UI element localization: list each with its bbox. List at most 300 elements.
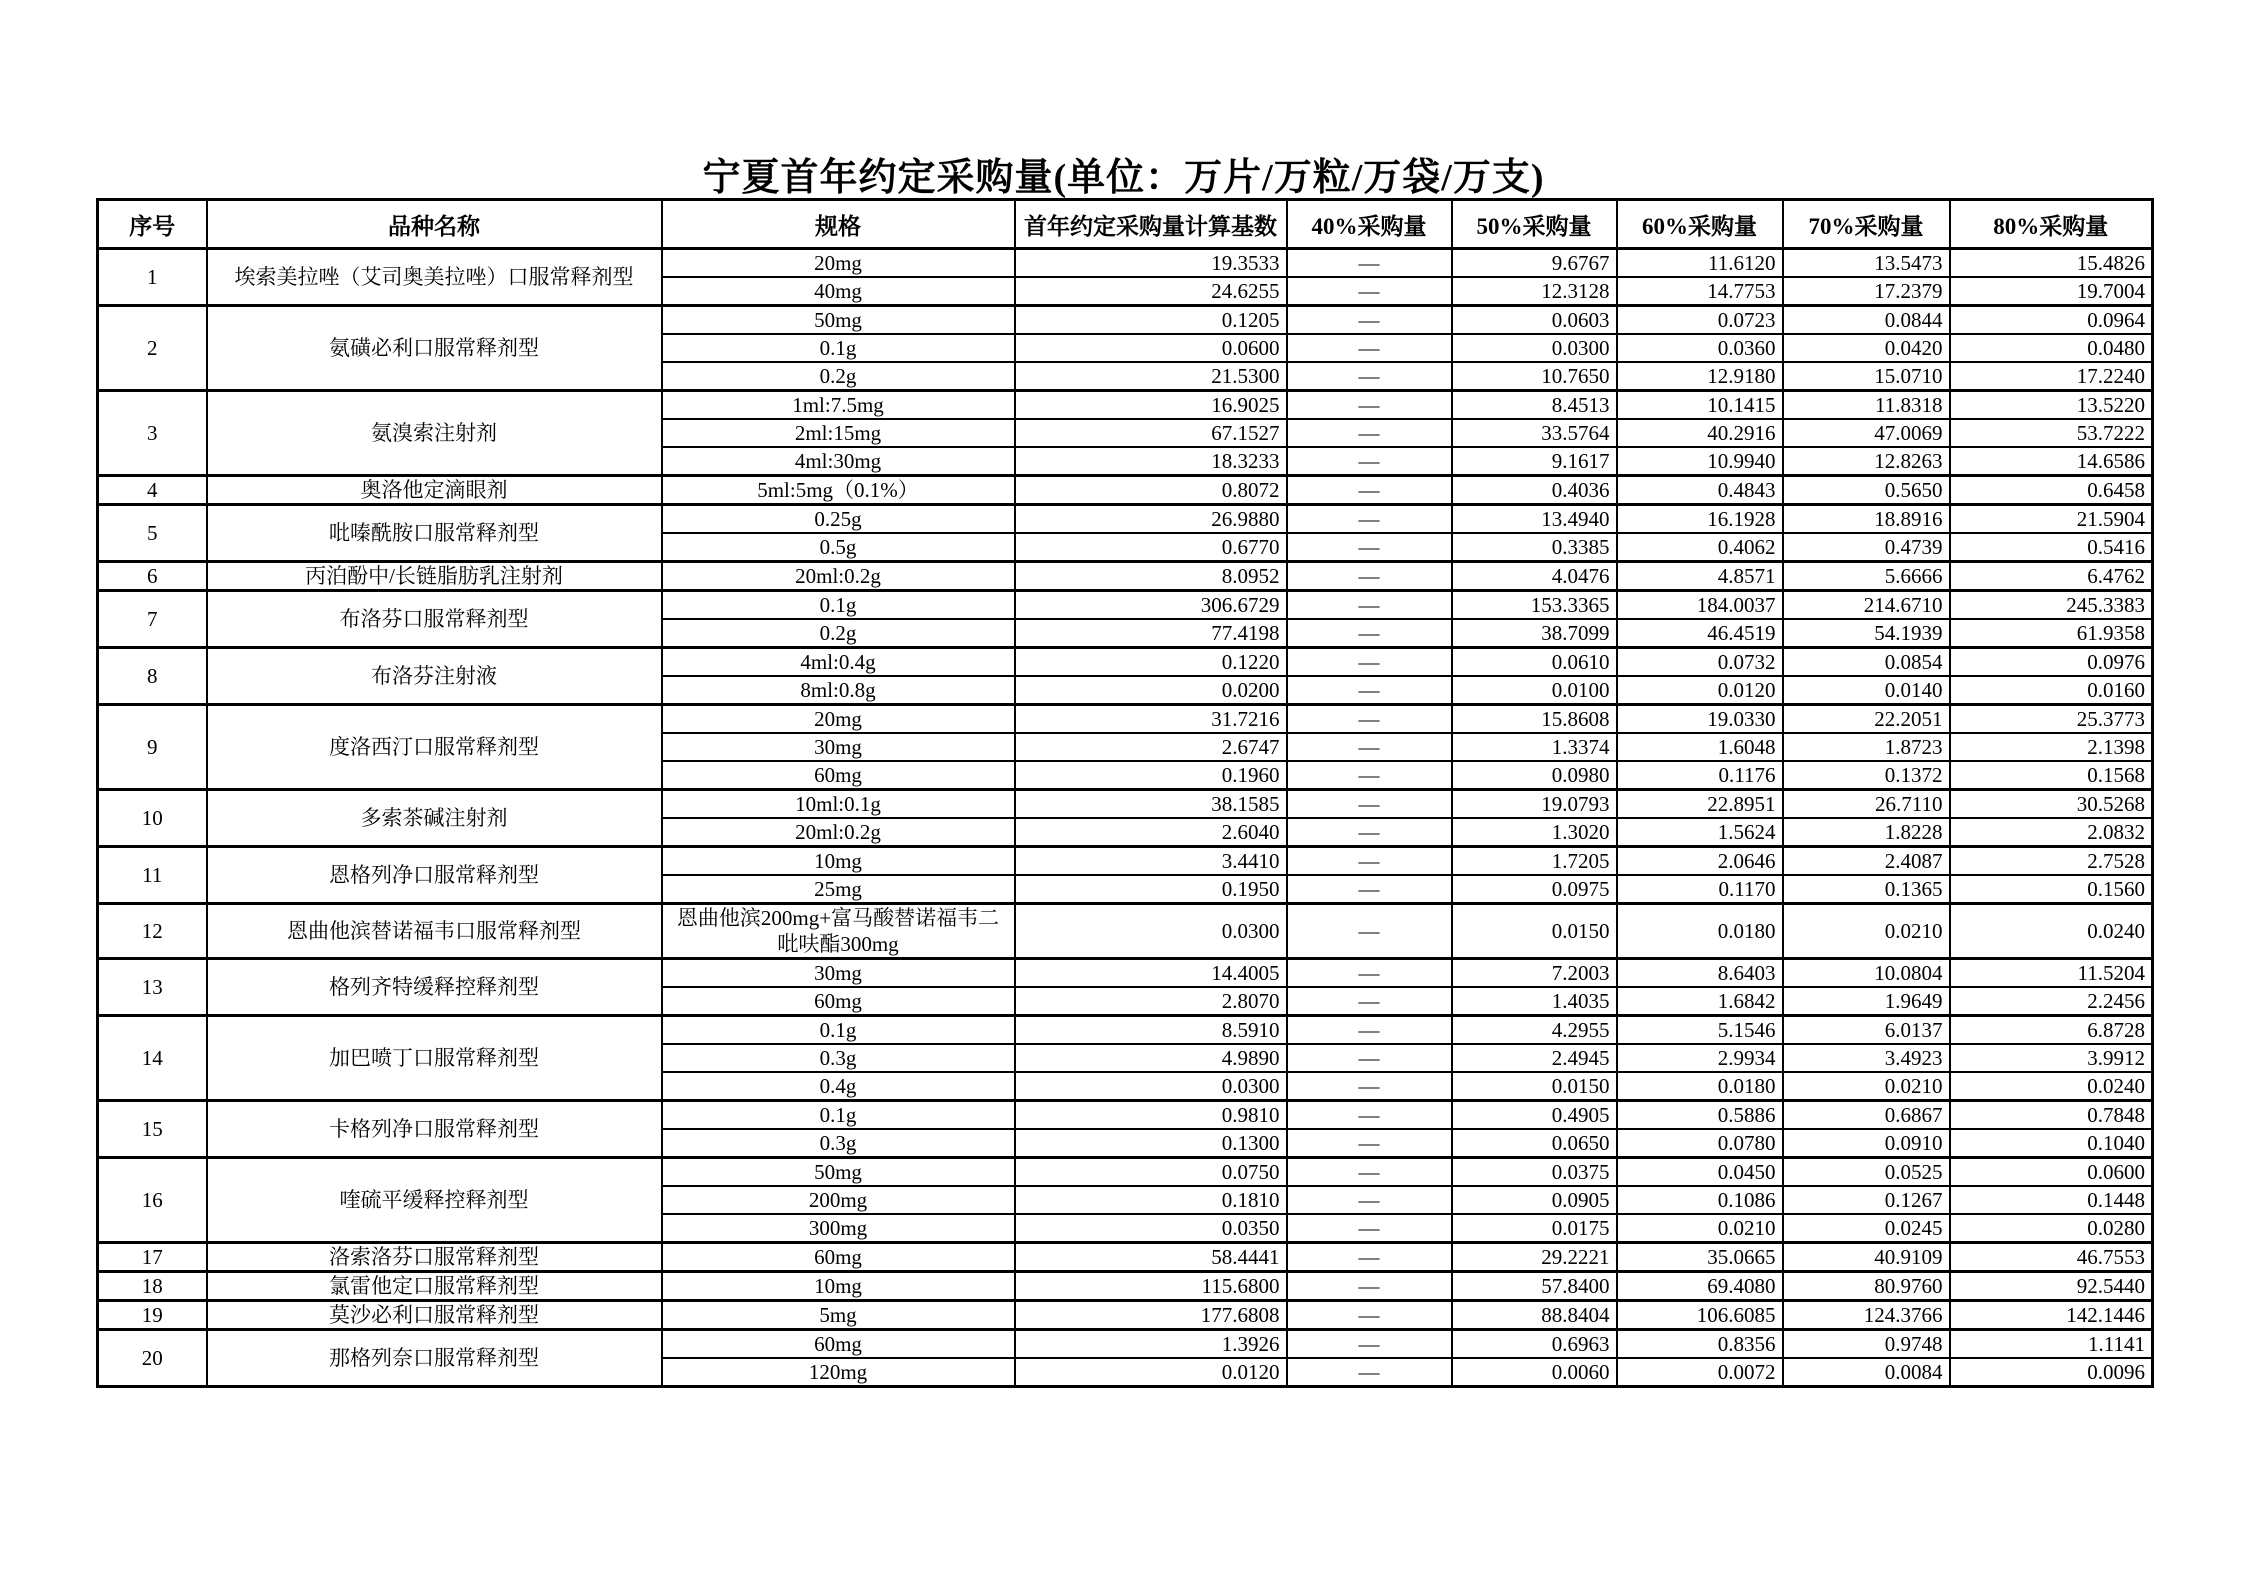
- cell-quantity-70: 0.0854: [1783, 648, 1950, 677]
- cell-base-quantity: 24.6255: [1015, 277, 1287, 306]
- cell-base-quantity: 0.0200: [1015, 676, 1287, 705]
- column-header: 80%采购量: [1950, 200, 2153, 249]
- cell-spec: 10mg: [662, 1272, 1015, 1301]
- cell-quantity-50: 0.0300: [1452, 334, 1617, 362]
- cell-product-name: 那格列奈口服常释剂型: [207, 1330, 662, 1387]
- cell-product-name: 恩格列净口服常释剂型: [207, 847, 662, 904]
- cell-quantity-80: 61.9358: [1950, 619, 2153, 648]
- cell-quantity-60: 0.8356: [1617, 1330, 1783, 1359]
- cell-quantity-60: 0.0210: [1617, 1214, 1783, 1243]
- cell-quantity-60: 0.1086: [1617, 1186, 1783, 1214]
- cell-product-name: 恩曲他滨替诺福韦口服常释剂型: [207, 904, 662, 959]
- cell-base-quantity: 2.6747: [1015, 733, 1287, 761]
- cell-quantity-80: 6.4762: [1950, 562, 2153, 591]
- cell-spec: 20ml:0.2g: [662, 562, 1015, 591]
- cell-quantity-60: 5.1546: [1617, 1016, 1783, 1045]
- cell-base-quantity: 14.4005: [1015, 959, 1287, 988]
- cell-quantity-70: 0.4739: [1783, 533, 1950, 562]
- cell-spec: 0.2g: [662, 362, 1015, 391]
- cell-quantity-70: 0.0140: [1783, 676, 1950, 705]
- cell-quantity-80: 25.3773: [1950, 705, 2153, 734]
- cell-spec: 20mg: [662, 249, 1015, 278]
- cell-serial-number: 1: [98, 249, 207, 306]
- cell-quantity-80: 0.0240: [1950, 1072, 2153, 1101]
- cell-product-name: 布洛芬注射液: [207, 648, 662, 705]
- cell-quantity-60: 2.9934: [1617, 1044, 1783, 1072]
- cell-quantity-50: 0.0905: [1452, 1186, 1617, 1214]
- cell-quantity-60: 4.8571: [1617, 562, 1783, 591]
- cell-spec: 0.1g: [662, 591, 1015, 620]
- cell-quantity-60: 8.6403: [1617, 959, 1783, 988]
- cell-quantity-70: 10.0804: [1783, 959, 1950, 988]
- cell-quantity-70: 5.6666: [1783, 562, 1950, 591]
- cell-quantity-60: 0.0180: [1617, 1072, 1783, 1101]
- cell-quantity-80: 14.6586: [1950, 447, 2153, 476]
- cell-quantity-50: 0.6963: [1452, 1330, 1617, 1359]
- cell-quantity-80: 245.3383: [1950, 591, 2153, 620]
- cell-quantity-60: 0.0723: [1617, 306, 1783, 335]
- cell-serial-number: 8: [98, 648, 207, 705]
- cell-quantity-50: 0.0980: [1452, 761, 1617, 790]
- cell-base-quantity: 31.7216: [1015, 705, 1287, 734]
- cell-spec: 120mg: [662, 1358, 1015, 1387]
- cell-quantity-40: —: [1287, 904, 1452, 959]
- cell-base-quantity: 0.0600: [1015, 334, 1287, 362]
- cell-quantity-40: —: [1287, 334, 1452, 362]
- cell-quantity-60: 1.6842: [1617, 987, 1783, 1016]
- table-row: [98, 1158, 2153, 1187]
- cell-quantity-80: 3.9912: [1950, 1044, 2153, 1072]
- cell-spec: 4ml:0.4g: [662, 648, 1015, 677]
- cell-quantity-60: 184.0037: [1617, 591, 1783, 620]
- cell-quantity-50: 10.7650: [1452, 362, 1617, 391]
- cell-base-quantity: 67.1527: [1015, 419, 1287, 447]
- cell-base-quantity: 0.1810: [1015, 1186, 1287, 1214]
- cell-quantity-60: 106.6085: [1617, 1301, 1783, 1330]
- cell-quantity-70: 0.1372: [1783, 761, 1950, 790]
- cell-spec: 1ml:7.5mg: [662, 391, 1015, 420]
- cell-quantity-50: 0.0650: [1452, 1129, 1617, 1158]
- cell-quantity-40: —: [1287, 391, 1452, 420]
- cell-spec: 0.3g: [662, 1129, 1015, 1158]
- cell-spec: 恩曲他滨200mg+富马酸替诺福韦二吡呋酯300mg: [662, 904, 1015, 959]
- cell-spec: 10mg: [662, 847, 1015, 876]
- cell-base-quantity: 16.9025: [1015, 391, 1287, 420]
- cell-quantity-60: 10.9940: [1617, 447, 1783, 476]
- cell-quantity-40: —: [1287, 761, 1452, 790]
- cell-quantity-70: 17.2379: [1783, 277, 1950, 306]
- cell-base-quantity: 77.4198: [1015, 619, 1287, 648]
- cell-quantity-80: 0.0480: [1950, 334, 2153, 362]
- cell-quantity-50: 0.0150: [1452, 1072, 1617, 1101]
- cell-serial-number: 18: [98, 1272, 207, 1301]
- cell-quantity-70: 15.0710: [1783, 362, 1950, 391]
- cell-base-quantity: 0.6770: [1015, 533, 1287, 562]
- cell-quantity-50: 1.3020: [1452, 818, 1617, 847]
- cell-quantity-40: —: [1287, 447, 1452, 476]
- cell-serial-number: 2: [98, 306, 207, 391]
- cell-quantity-60: 0.0072: [1617, 1358, 1783, 1387]
- table-row: [98, 959, 2153, 988]
- table-row: [98, 1301, 2153, 1330]
- cell-product-name: 埃索美拉唑（艾司奥美拉唑）口服常释剂型: [207, 249, 662, 306]
- cell-quantity-80: 142.1446: [1950, 1301, 2153, 1330]
- cell-base-quantity: 0.1205: [1015, 306, 1287, 335]
- cell-quantity-50: 0.3385: [1452, 533, 1617, 562]
- cell-quantity-80: 11.5204: [1950, 959, 2153, 988]
- cell-product-name: 度洛西汀口服常释剂型: [207, 705, 662, 790]
- cell-base-quantity: 306.6729: [1015, 591, 1287, 620]
- cell-quantity-40: —: [1287, 648, 1452, 677]
- cell-base-quantity: 26.9880: [1015, 505, 1287, 534]
- cell-quantity-40: —: [1287, 1044, 1452, 1072]
- cell-quantity-70: 0.5650: [1783, 476, 1950, 505]
- cell-spec: 20ml:0.2g: [662, 818, 1015, 847]
- cell-quantity-60: 16.1928: [1617, 505, 1783, 534]
- cell-quantity-60: 19.0330: [1617, 705, 1783, 734]
- cell-quantity-80: 2.0832: [1950, 818, 2153, 847]
- cell-quantity-60: 12.9180: [1617, 362, 1783, 391]
- cell-quantity-50: 15.8608: [1452, 705, 1617, 734]
- cell-spec: 40mg: [662, 277, 1015, 306]
- cell-product-name: 吡嗪酰胺口服常释剂型: [207, 505, 662, 562]
- cell-quantity-70: 3.4923: [1783, 1044, 1950, 1072]
- cell-quantity-80: 0.0964: [1950, 306, 2153, 335]
- column-header: 规格: [662, 200, 1015, 249]
- cell-quantity-40: —: [1287, 1272, 1452, 1301]
- cell-quantity-80: 2.2456: [1950, 987, 2153, 1016]
- table-row: [98, 904, 2153, 959]
- cell-quantity-50: 57.8400: [1452, 1272, 1617, 1301]
- cell-product-name: 莫沙必利口服常释剂型: [207, 1301, 662, 1330]
- cell-quantity-70: 0.1365: [1783, 875, 1950, 904]
- cell-quantity-60: 0.0450: [1617, 1158, 1783, 1187]
- cell-quantity-40: —: [1287, 847, 1452, 876]
- cell-quantity-80: 0.0280: [1950, 1214, 2153, 1243]
- cell-quantity-40: —: [1287, 277, 1452, 306]
- cell-base-quantity: 0.9810: [1015, 1101, 1287, 1130]
- cell-quantity-50: 1.7205: [1452, 847, 1617, 876]
- cell-quantity-60: 1.6048: [1617, 733, 1783, 761]
- cell-base-quantity: 0.0350: [1015, 1214, 1287, 1243]
- cell-quantity-60: 22.8951: [1617, 790, 1783, 819]
- cell-quantity-50: 0.0100: [1452, 676, 1617, 705]
- cell-quantity-60: 14.7753: [1617, 277, 1783, 306]
- cell-serial-number: 19: [98, 1301, 207, 1330]
- cell-quantity-70: 1.8228: [1783, 818, 1950, 847]
- cell-quantity-40: —: [1287, 362, 1452, 391]
- cell-quantity-70: 0.0844: [1783, 306, 1950, 335]
- cell-spec: 50mg: [662, 1158, 1015, 1187]
- cell-quantity-70: 0.0210: [1783, 904, 1950, 959]
- cell-quantity-60: 1.5624: [1617, 818, 1783, 847]
- table-row: [98, 476, 2153, 505]
- cell-spec: 60mg: [662, 987, 1015, 1016]
- table-row: [98, 249, 2153, 278]
- cell-quantity-60: 0.1170: [1617, 875, 1783, 904]
- column-header: 40%采购量: [1287, 200, 1452, 249]
- cell-product-name: 氨磺必利口服常释剂型: [207, 306, 662, 391]
- cell-quantity-70: 40.9109: [1783, 1243, 1950, 1272]
- cell-base-quantity: 8.5910: [1015, 1016, 1287, 1045]
- cell-quantity-70: 1.9649: [1783, 987, 1950, 1016]
- cell-quantity-50: 0.0375: [1452, 1158, 1617, 1187]
- procurement-table: [96, 198, 2154, 1388]
- cell-quantity-60: 0.0732: [1617, 648, 1783, 677]
- cell-quantity-70: 214.6710: [1783, 591, 1950, 620]
- cell-base-quantity: 177.6808: [1015, 1301, 1287, 1330]
- cell-quantity-70: 22.2051: [1783, 705, 1950, 734]
- cell-spec: 20mg: [662, 705, 1015, 734]
- cell-quantity-80: 0.0600: [1950, 1158, 2153, 1187]
- cell-quantity-40: —: [1287, 790, 1452, 819]
- table-row: [98, 591, 2153, 620]
- cell-serial-number: 10: [98, 790, 207, 847]
- cell-quantity-40: —: [1287, 419, 1452, 447]
- cell-quantity-70: 0.0910: [1783, 1129, 1950, 1158]
- cell-product-name: 多索茶碱注射剂: [207, 790, 662, 847]
- cell-quantity-50: 13.4940: [1452, 505, 1617, 534]
- column-header: 70%采购量: [1783, 200, 1950, 249]
- cell-quantity-70: 2.4087: [1783, 847, 1950, 876]
- cell-spec: 8ml:0.8g: [662, 676, 1015, 705]
- cell-quantity-50: 29.2221: [1452, 1243, 1617, 1272]
- cell-quantity-60: 0.0180: [1617, 904, 1783, 959]
- cell-quantity-80: 1.1141: [1950, 1330, 2153, 1359]
- cell-spec: 0.1g: [662, 1101, 1015, 1130]
- cell-spec: 25mg: [662, 875, 1015, 904]
- cell-quantity-40: —: [1287, 818, 1452, 847]
- cell-base-quantity: 0.0300: [1015, 904, 1287, 959]
- cell-spec: 60mg: [662, 1243, 1015, 1272]
- cell-quantity-70: 0.1267: [1783, 1186, 1950, 1214]
- cell-quantity-50: 33.5764: [1452, 419, 1617, 447]
- cell-quantity-70: 0.0210: [1783, 1072, 1950, 1101]
- cell-spec: 30mg: [662, 733, 1015, 761]
- cell-quantity-40: —: [1287, 533, 1452, 562]
- column-header: 首年约定采购量计算基数: [1015, 200, 1287, 249]
- cell-product-name: 氨溴索注射剂: [207, 391, 662, 476]
- cell-quantity-40: —: [1287, 1214, 1452, 1243]
- cell-quantity-80: 0.1040: [1950, 1129, 2153, 1158]
- cell-quantity-70: 12.8263: [1783, 447, 1950, 476]
- cell-spec: 0.3g: [662, 1044, 1015, 1072]
- cell-spec: 2ml:15mg: [662, 419, 1015, 447]
- cell-quantity-70: 6.0137: [1783, 1016, 1950, 1045]
- cell-quantity-80: 92.5440: [1950, 1272, 2153, 1301]
- cell-quantity-80: 17.2240: [1950, 362, 2153, 391]
- cell-quantity-50: 7.2003: [1452, 959, 1617, 988]
- table-row: [98, 1101, 2153, 1130]
- table-row: [98, 306, 2153, 335]
- cell-product-name: 奥洛他定滴眼剂: [207, 476, 662, 505]
- cell-quantity-50: 2.4945: [1452, 1044, 1617, 1072]
- cell-quantity-80: 30.5268: [1950, 790, 2153, 819]
- cell-quantity-60: 0.4843: [1617, 476, 1783, 505]
- cell-quantity-40: —: [1287, 619, 1452, 648]
- cell-quantity-80: 0.5416: [1950, 533, 2153, 562]
- cell-quantity-50: 12.3128: [1452, 277, 1617, 306]
- cell-quantity-70: 0.0084: [1783, 1358, 1950, 1387]
- cell-quantity-50: 19.0793: [1452, 790, 1617, 819]
- cell-serial-number: 6: [98, 562, 207, 591]
- cell-quantity-80: 0.1448: [1950, 1186, 2153, 1214]
- cell-quantity-60: 0.5886: [1617, 1101, 1783, 1130]
- cell-product-name: 卡格列净口服常释剂型: [207, 1101, 662, 1158]
- cell-serial-number: 15: [98, 1101, 207, 1158]
- cell-base-quantity: 4.9890: [1015, 1044, 1287, 1072]
- cell-base-quantity: 0.0120: [1015, 1358, 1287, 1387]
- cell-base-quantity: 19.3533: [1015, 249, 1287, 278]
- cell-quantity-70: 18.8916: [1783, 505, 1950, 534]
- cell-serial-number: 11: [98, 847, 207, 904]
- cell-base-quantity: 0.1950: [1015, 875, 1287, 904]
- cell-serial-number: 14: [98, 1016, 207, 1101]
- cell-quantity-50: 0.0150: [1452, 904, 1617, 959]
- cell-quantity-50: 38.7099: [1452, 619, 1617, 648]
- cell-quantity-70: 11.8318: [1783, 391, 1950, 420]
- cell-quantity-60: 0.4062: [1617, 533, 1783, 562]
- cell-spec: 30mg: [662, 959, 1015, 988]
- cell-quantity-80: 2.7528: [1950, 847, 2153, 876]
- cell-spec: 0.2g: [662, 619, 1015, 648]
- cell-quantity-50: 0.0060: [1452, 1358, 1617, 1387]
- cell-base-quantity: 0.1220: [1015, 648, 1287, 677]
- cell-serial-number: 5: [98, 505, 207, 562]
- table-row: [98, 391, 2153, 420]
- cell-quantity-40: —: [1287, 705, 1452, 734]
- cell-quantity-70: 0.0420: [1783, 334, 1950, 362]
- cell-base-quantity: 0.8072: [1015, 476, 1287, 505]
- cell-quantity-40: —: [1287, 875, 1452, 904]
- cell-quantity-50: 8.4513: [1452, 391, 1617, 420]
- cell-base-quantity: 18.3233: [1015, 447, 1287, 476]
- cell-quantity-50: 0.0175: [1452, 1214, 1617, 1243]
- cell-quantity-70: 1.8723: [1783, 733, 1950, 761]
- cell-product-name: 布洛芬口服常释剂型: [207, 591, 662, 648]
- cell-base-quantity: 38.1585: [1015, 790, 1287, 819]
- cell-quantity-70: 54.1939: [1783, 619, 1950, 648]
- cell-quantity-40: —: [1287, 1158, 1452, 1187]
- table-row: [98, 562, 2153, 591]
- cell-quantity-80: 6.8728: [1950, 1016, 2153, 1045]
- cell-quantity-60: 46.4519: [1617, 619, 1783, 648]
- cell-quantity-80: 0.0096: [1950, 1358, 2153, 1387]
- cell-quantity-80: 0.1568: [1950, 761, 2153, 790]
- table-row: [98, 505, 2153, 534]
- cell-serial-number: 9: [98, 705, 207, 790]
- table-body: [98, 249, 2153, 1387]
- cell-base-quantity: 0.1300: [1015, 1129, 1287, 1158]
- cell-quantity-80: 13.5220: [1950, 391, 2153, 420]
- column-header: 序号: [98, 200, 207, 249]
- cell-base-quantity: 21.5300: [1015, 362, 1287, 391]
- cell-quantity-80: 53.7222: [1950, 419, 2153, 447]
- cell-spec: 0.1g: [662, 1016, 1015, 1045]
- cell-quantity-40: —: [1287, 562, 1452, 591]
- cell-quantity-50: 0.0603: [1452, 306, 1617, 335]
- cell-quantity-40: —: [1287, 733, 1452, 761]
- cell-spec: 5ml:5mg（0.1%）: [662, 476, 1015, 505]
- cell-base-quantity: 3.4410: [1015, 847, 1287, 876]
- cell-base-quantity: 8.0952: [1015, 562, 1287, 591]
- cell-spec: 300mg: [662, 1214, 1015, 1243]
- cell-quantity-40: —: [1287, 1186, 1452, 1214]
- cell-quantity-70: 47.0069: [1783, 419, 1950, 447]
- column-header: 50%采购量: [1452, 200, 1617, 249]
- cell-quantity-80: 0.6458: [1950, 476, 2153, 505]
- cell-serial-number: 13: [98, 959, 207, 1016]
- cell-product-name: 加巴喷丁口服常释剂型: [207, 1016, 662, 1101]
- table-row: [98, 1330, 2153, 1359]
- cell-quantity-40: —: [1287, 1016, 1452, 1045]
- cell-spec: 200mg: [662, 1186, 1015, 1214]
- cell-quantity-80: 21.5904: [1950, 505, 2153, 534]
- cell-quantity-80: 0.0976: [1950, 648, 2153, 677]
- cell-serial-number: 7: [98, 591, 207, 648]
- cell-base-quantity: 0.1960: [1015, 761, 1287, 790]
- cell-quantity-40: —: [1287, 1358, 1452, 1387]
- table-row: [98, 790, 2153, 819]
- table-row: [98, 648, 2153, 677]
- cell-quantity-40: —: [1287, 1072, 1452, 1101]
- cell-quantity-40: —: [1287, 676, 1452, 705]
- cell-serial-number: 12: [98, 904, 207, 959]
- cell-product-name: 格列齐特缓释控释剂型: [207, 959, 662, 1016]
- cell-quantity-40: —: [1287, 1129, 1452, 1158]
- column-header: 品种名称: [207, 200, 662, 249]
- cell-quantity-40: —: [1287, 959, 1452, 988]
- cell-spec: 0.25g: [662, 505, 1015, 534]
- cell-quantity-80: 0.1560: [1950, 875, 2153, 904]
- cell-quantity-50: 4.0476: [1452, 562, 1617, 591]
- cell-quantity-60: 35.0665: [1617, 1243, 1783, 1272]
- cell-quantity-70: 0.9748: [1783, 1330, 1950, 1359]
- cell-quantity-40: —: [1287, 1301, 1452, 1330]
- cell-quantity-50: 0.4905: [1452, 1101, 1617, 1130]
- table-row: [98, 1243, 2153, 1272]
- cell-serial-number: 16: [98, 1158, 207, 1243]
- cell-quantity-50: 153.3365: [1452, 591, 1617, 620]
- cell-quantity-40: —: [1287, 1330, 1452, 1359]
- cell-spec: 10ml:0.1g: [662, 790, 1015, 819]
- cell-quantity-60: 69.4080: [1617, 1272, 1783, 1301]
- cell-quantity-50: 88.8404: [1452, 1301, 1617, 1330]
- cell-quantity-70: 0.0245: [1783, 1214, 1950, 1243]
- cell-quantity-70: 0.6867: [1783, 1101, 1950, 1130]
- cell-product-name: 氯雷他定口服常释剂型: [207, 1272, 662, 1301]
- cell-spec: 50mg: [662, 306, 1015, 335]
- cell-quantity-60: 40.2916: [1617, 419, 1783, 447]
- cell-quantity-80: 46.7553: [1950, 1243, 2153, 1272]
- cell-quantity-80: 19.7004: [1950, 277, 2153, 306]
- cell-quantity-50: 1.3374: [1452, 733, 1617, 761]
- table-row: [98, 847, 2153, 876]
- cell-quantity-40: —: [1287, 591, 1452, 620]
- cell-quantity-60: 0.0360: [1617, 334, 1783, 362]
- cell-spec: 60mg: [662, 1330, 1015, 1359]
- cell-spec: 0.4g: [662, 1072, 1015, 1101]
- cell-quantity-80: 0.7848: [1950, 1101, 2153, 1130]
- cell-quantity-80: 0.0160: [1950, 676, 2153, 705]
- cell-quantity-80: 0.0240: [1950, 904, 2153, 959]
- cell-spec: 5mg: [662, 1301, 1015, 1330]
- cell-product-name: 丙泊酚中/长链脂肪乳注射剂: [207, 562, 662, 591]
- cell-quantity-60: 10.1415: [1617, 391, 1783, 420]
- cell-quantity-60: 0.0120: [1617, 676, 1783, 705]
- cell-quantity-60: 0.0780: [1617, 1129, 1783, 1158]
- cell-quantity-40: —: [1287, 249, 1452, 278]
